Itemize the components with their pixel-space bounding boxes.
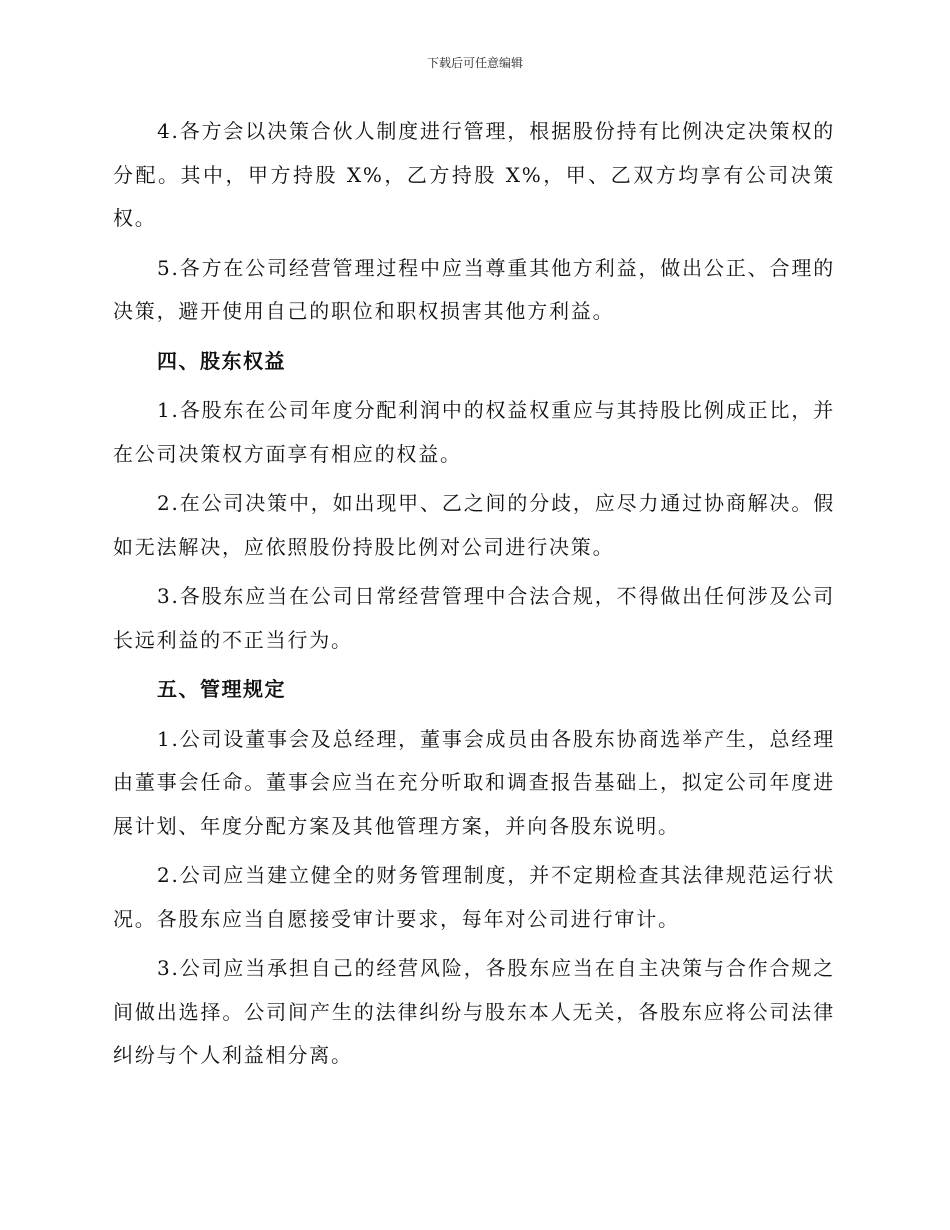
clause-3-5-paragraph: 5.各方在公司经营管理过程中应当尊重其他方利益，做出公正、合理的决策，避开使用自己的职位和职权损害其他方利益。 (113, 255, 835, 323)
page-header: 下载后可任意编辑 (426, 56, 523, 70)
clause-5-2-paragraph: 2.公司应当建立健全的财务管理制度，并不定期检查其法律规范运行状况。各股东应当自愿接受审计要求，每年对公司进行审计。 (113, 863, 835, 931)
clause-5-1-paragraph: 1.公司设董事会及总经理，董事会成员由各股东协商选举产生，总经理由董事会任命。董事会应当在充分听取和调查报告基础上，拟定公司年度进展计划、年度分配方案及其他管理方案，并向各股东说明。 (113, 726, 835, 838)
section-5-heading: 五、管理规定 (157, 677, 286, 701)
clause-3-4-paragraph: 4.各方会以决策合伙人制度进行管理，根据股份持有比例决定决策权的分配。其中，甲方持股 X%，乙方持股 X%，甲、乙双方均享有公司决策权。 (113, 119, 835, 230)
clause-4-3-paragraph: 3.各股东应当在公司日常经营管理中合法合规，不得做出任何涉及公司长远利益的不正当行为。 (113, 584, 835, 652)
document-body (113, 110, 835, 1084)
clause-5-3-paragraph: 3.公司应当承担自己的经营风险，各股东应当在自主决策与合作合规之间做出选择。公司间产生的法律纠纷与股东本人无关，各股东应将公司法律纠纷与个人利益相分离。 (113, 956, 835, 1067)
section-4-heading: 四、股东权益 (157, 348, 286, 373)
clause-4-1-paragraph: 1.各股东在公司年度分配利润中的权益权重应与其持股比例成正比，并在公司决策权方面享有相应的权益。 (113, 398, 835, 466)
clause-4-2-paragraph: 2.在公司决策中，如出现甲、乙之间的分歧，应尽力通过协商解决。假如无法解决，应依照股份持股比例对公司进行决策。 (113, 491, 835, 559)
